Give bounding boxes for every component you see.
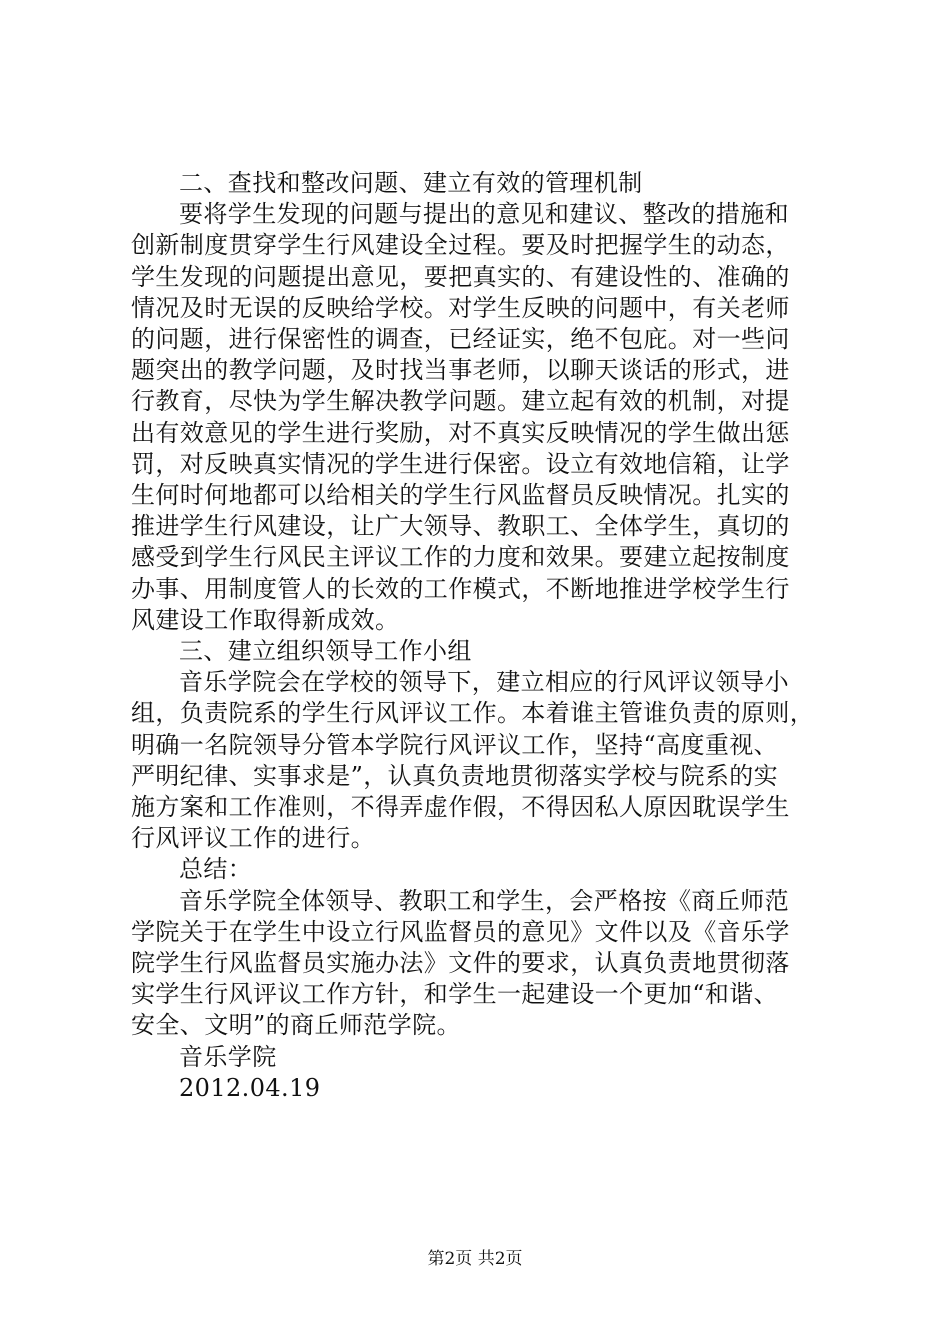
text-line: 创新制度贯穿学生行风建设全过程。要及时把握学生的动态， — [131, 231, 790, 260]
text-line: 严明纪律、实事求是”，认真负责地贯彻落实学校与院系的实 — [131, 761, 779, 790]
text-line: 三、建立组织领导工作小组 — [179, 637, 472, 666]
text-line: 风建设工作取得新成效。 — [131, 605, 400, 634]
text-line: 安全、文明”的商丘师范学院。 — [131, 1011, 461, 1040]
text-line: 施方案和工作准则，不得弄虚作假，不得因私人原因耽误学生 — [131, 793, 790, 822]
document-body — [131, 168, 836, 1104]
page-footer: 第2页 共2页 — [427, 1249, 523, 1269]
text-line: 感受到学生行风民主评议工作的力度和效果。要建立起按制度 — [131, 543, 790, 572]
text-line: 音乐学院全体领导、教职工和学生，会严格按《商丘师范 — [179, 886, 789, 915]
text-line: 院学生行风监督员实施办法》文件的要求，认真负责地贯彻落 — [131, 949, 790, 978]
text-line: 题突出的教学问题，及时找当事老师，以聊天谈话的形式，进 — [131, 356, 790, 385]
text-line: 学院关于在学生中设立行风监督员的意见》文件以及《音乐学 — [131, 917, 790, 946]
text-line: 组，负责院系的学生行风评议工作。本着谁主管谁负责的原则， — [131, 699, 815, 728]
text-line: 明确一名院领导分管本学院行风评议工作，坚持“高度重视、 — [131, 730, 779, 759]
text-line: 行教育，尽快为学生解决教学问题。建立起有效的机制，对提 — [131, 387, 790, 416]
text-line: 二、查找和整改问题、建立有效的管理机制 — [179, 169, 643, 197]
text-line: 出有效意见的学生进行奖励，对不真实反映情况的学生做出惩 — [131, 418, 790, 447]
text-line: 行风评议工作的进行。 — [131, 824, 375, 853]
text-line: 要将学生发现的问题与提出的意见和建议、整改的措施和 — [179, 200, 789, 229]
text-line: 罚，对反映真实情况的学生进行保密。设立有效地信箱，让学 — [131, 449, 790, 478]
text-line: 推进学生行风建设，让广大领导、教职工、全体学生，真切的 — [131, 512, 790, 541]
text-line: 音乐学院会在学校的领导下，建立相应的行风评议领导小 — [179, 668, 789, 697]
text-line: 办事、用制度管人的长效的工作模式，不断地推进学校学生行 — [131, 574, 790, 603]
text-line: 实学生行风评议工作方针，和学生一起建设一个更加“和谐、 — [131, 980, 779, 1009]
text-line: 的问题，进行保密性的调查，已经证实，绝不包庇。对一些问 — [131, 325, 790, 354]
text-line: 生何时何地都可以给相关的学生行风监督员反映情况。扎实的 — [131, 481, 790, 510]
text-line: 学生发现的问题提出意见，要把真实的、有建设性的、准确的 — [131, 262, 790, 291]
text-line: 音乐学院 — [179, 1042, 277, 1071]
text-line: 2012.04.19 — [179, 1073, 321, 1102]
text-line: 情况及时无误的反映给学校。对学生反映的问题中，有关老师 — [131, 293, 790, 322]
text-line: 总结： — [179, 855, 253, 884]
